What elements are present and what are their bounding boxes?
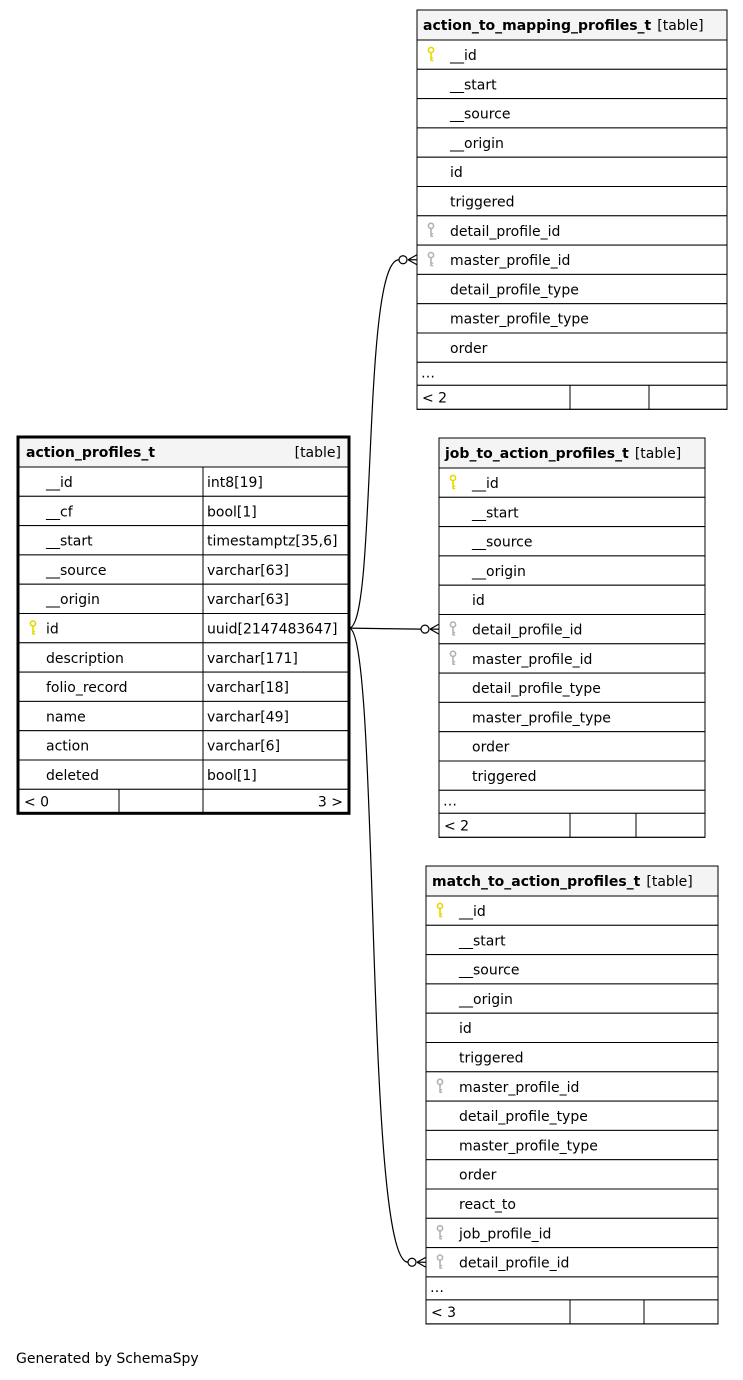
column-name: __source xyxy=(459,962,520,979)
parents-count: < 2 xyxy=(444,818,470,835)
column-row[interactable] xyxy=(426,984,718,1013)
column-row[interactable] xyxy=(417,99,727,128)
column-row[interactable] xyxy=(426,1072,718,1101)
table-kind: [table] xyxy=(634,446,682,462)
relationship-edge[interactable] xyxy=(349,628,426,1267)
column-row[interactable] xyxy=(426,896,718,925)
column-name: id xyxy=(450,165,463,182)
column-name: id xyxy=(472,593,485,610)
column-name: master_profile_type xyxy=(459,1138,598,1155)
column-name: triggered xyxy=(472,769,537,785)
column-row[interactable] xyxy=(18,526,349,555)
column-name: master_profile_type xyxy=(450,311,589,328)
column-type: varchar[171] xyxy=(207,650,298,667)
generated-by-footer: Generated by SchemaSpy xyxy=(16,1351,199,1367)
column-name: detail_profile_type xyxy=(450,282,579,299)
column-row[interactable] xyxy=(18,467,349,496)
column-row[interactable] xyxy=(426,1160,718,1189)
column-row[interactable] xyxy=(18,701,349,730)
column-name: detail_profile_id xyxy=(459,1255,570,1272)
table-action_to_mapping_profiles_t[interactable] xyxy=(417,10,727,409)
column-name: id xyxy=(46,621,59,638)
column-type: uuid[2147483647] xyxy=(207,621,338,638)
column-name: deleted xyxy=(46,768,99,784)
optional-circle-marker xyxy=(408,1258,416,1266)
column-name: folio_record xyxy=(46,680,128,697)
column-row[interactable] xyxy=(417,274,727,303)
column-type: bool[1] xyxy=(207,504,257,521)
column-row[interactable] xyxy=(18,614,349,643)
table-footer xyxy=(18,789,349,813)
optional-circle-marker xyxy=(399,256,407,264)
column-name: react_to xyxy=(459,1197,516,1213)
column-row[interactable] xyxy=(439,644,705,673)
column-name: detail_profile_type xyxy=(472,681,601,698)
table-footer xyxy=(417,385,727,409)
more-columns-indicator: … xyxy=(421,365,435,382)
tables-layer xyxy=(18,10,727,1324)
table-kind: [table] xyxy=(294,445,341,461)
column-row[interactable] xyxy=(439,702,705,731)
column-row[interactable] xyxy=(439,556,705,585)
column-row[interactable] xyxy=(426,955,718,984)
column-name: __origin xyxy=(450,135,504,152)
column-name: order xyxy=(459,1167,497,1184)
column-row[interactable] xyxy=(18,731,349,760)
column-type: varchar[6] xyxy=(207,738,281,755)
column-name: __start xyxy=(46,533,93,550)
parents-count: < 0 xyxy=(24,794,50,811)
column-row[interactable] xyxy=(417,187,727,216)
column-row[interactable] xyxy=(439,497,705,526)
parents-count: < 3 xyxy=(431,1304,457,1321)
column-name: __id xyxy=(459,904,486,920)
column-name: __source xyxy=(472,534,533,551)
column-name: detail_profile_id xyxy=(472,622,583,639)
column-type: int8[19] xyxy=(207,475,263,491)
column-name: __id xyxy=(46,475,73,491)
relationship-edge[interactable] xyxy=(349,255,417,628)
column-row[interactable] xyxy=(417,69,727,98)
column-row[interactable] xyxy=(18,555,349,584)
column-name: __id xyxy=(472,476,499,492)
column-name: __origin xyxy=(46,592,100,609)
column-name: detail_profile_id xyxy=(450,223,561,240)
column-name: detail_profile_type xyxy=(459,1109,588,1126)
column-name: name xyxy=(46,709,86,726)
column-row[interactable] xyxy=(426,1130,718,1159)
column-row[interactable] xyxy=(426,1043,718,1072)
column-row[interactable] xyxy=(439,615,705,644)
table-kind: [table] xyxy=(646,874,693,890)
column-name: action xyxy=(46,738,90,755)
column-name: triggered xyxy=(459,1050,524,1067)
column-row[interactable] xyxy=(18,584,349,613)
column-row[interactable] xyxy=(439,732,705,761)
column-name: description xyxy=(46,650,124,667)
column-name: triggered xyxy=(450,194,515,211)
column-row[interactable] xyxy=(426,1189,718,1218)
optional-circle-marker xyxy=(421,625,429,633)
column-name: master_profile_id xyxy=(459,1079,580,1096)
column-name: master_profile_id xyxy=(472,651,593,668)
column-row[interactable] xyxy=(439,673,705,702)
column-name: __start xyxy=(450,77,497,94)
column-row[interactable] xyxy=(417,216,727,245)
column-row[interactable] xyxy=(417,128,727,157)
column-row[interactable] xyxy=(18,496,349,525)
table-footer xyxy=(426,1300,718,1324)
column-name: order xyxy=(472,739,510,756)
more-columns-indicator: … xyxy=(443,793,457,810)
parents-count: < 2 xyxy=(422,390,448,407)
table-job_to_action_profiles_t[interactable] xyxy=(439,438,705,837)
column-type: varchar[49] xyxy=(207,709,289,726)
column-type: varchar[63] xyxy=(207,592,289,609)
table-title: action_profiles_t xyxy=(26,445,156,461)
column-name: master_profile_type xyxy=(472,710,611,727)
column-row[interactable] xyxy=(417,245,727,274)
column-type: bool[1] xyxy=(207,768,257,784)
column-name: order xyxy=(450,341,488,357)
crows-foot-marker xyxy=(417,1257,426,1267)
column-name: __source xyxy=(450,106,511,123)
column-row[interactable] xyxy=(439,527,705,556)
column-row[interactable] xyxy=(417,40,727,69)
table-kind: [table] xyxy=(657,18,704,34)
column-type: varchar[18] xyxy=(207,680,289,697)
column-row[interactable] xyxy=(18,643,349,672)
column-row[interactable] xyxy=(426,1248,718,1277)
column-row[interactable] xyxy=(439,761,705,790)
column-name: __cf xyxy=(46,504,73,521)
table-name: match_to_action_profiles_t xyxy=(432,874,641,890)
column-row[interactable] xyxy=(426,925,718,954)
table-match_to_action_profiles_t[interactable] xyxy=(426,866,718,1324)
column-name: master_profile_id xyxy=(450,253,571,270)
column-name: __source xyxy=(46,562,107,579)
column-name: __start xyxy=(459,933,506,950)
crows-foot-marker xyxy=(430,624,439,634)
column-row[interactable] xyxy=(426,1013,718,1042)
more-columns-indicator: … xyxy=(430,1279,444,1296)
table-title xyxy=(423,18,704,34)
column-row[interactable] xyxy=(417,333,727,362)
column-name: id xyxy=(459,1021,472,1038)
column-name: job_profile_id xyxy=(459,1226,552,1243)
column-row[interactable] xyxy=(18,760,349,789)
column-name: __origin xyxy=(472,563,526,580)
table-title xyxy=(444,446,681,462)
column-type: varchar[63] xyxy=(207,562,289,579)
table-name: job_to_action_profiles_t xyxy=(445,446,629,462)
column-name: __start xyxy=(472,505,519,522)
relationship-edge[interactable] xyxy=(349,624,439,634)
column-row[interactable] xyxy=(426,1218,718,1247)
column-row[interactable] xyxy=(439,585,705,614)
column-name: __origin xyxy=(459,991,513,1008)
column-row[interactable] xyxy=(417,157,727,186)
column-type: timestamptz[35,6] xyxy=(207,533,338,550)
table-action_profiles_t[interactable] xyxy=(18,437,349,813)
column-row[interactable] xyxy=(18,672,349,701)
column-row[interactable] xyxy=(426,1101,718,1130)
column-row[interactable] xyxy=(439,468,705,497)
table-title xyxy=(432,874,693,890)
crows-foot-marker xyxy=(408,255,417,265)
column-row[interactable] xyxy=(417,304,727,333)
table-name: action_to_mapping_profiles_t xyxy=(423,18,652,34)
column-name: __id xyxy=(450,48,477,64)
table-footer xyxy=(439,813,705,837)
children-count: 3 > xyxy=(317,794,343,811)
